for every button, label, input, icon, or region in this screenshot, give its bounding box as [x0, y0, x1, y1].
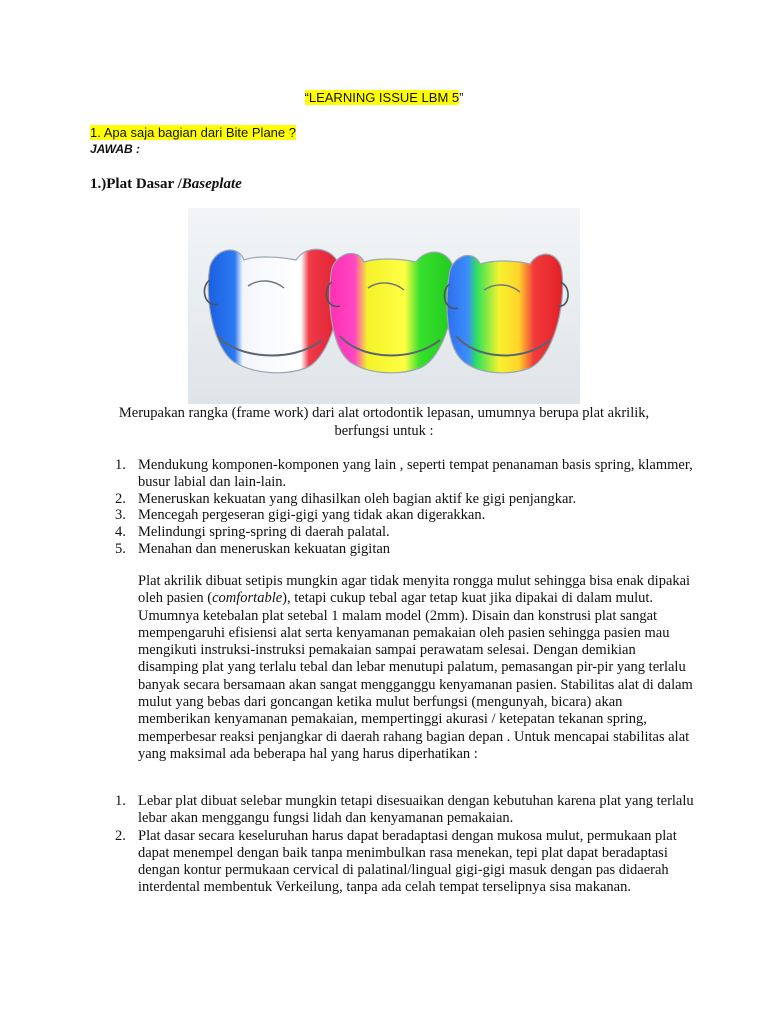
- list-item: 1. Lebar plat dibuat selebar mungkin tetapi disesuaikan dengan kebutuhan karena plat yang terlalu lebar akan menggangu fungsi lidah dan kenyamanan pemakaian.: [115, 793, 694, 827]
- intro-line-1: Merupakan rangka (frame work) dari alat ortodontik lepasan, umumnya berupa plat akrilik,: [118, 405, 650, 421]
- list-item: 4. Melindungi spring-spring di daerah palatal.: [115, 524, 390, 541]
- list-item: 2. Plat dasar secara keseluruhan harus dapat beradaptasi dengan mukosa mulut, permukaan plat dapat menempel dengan baik tanpa menimbulkan rasa menekan, tepi plat dapat beradaptasi dengan kontur permukaan cervical di palatinal/lingual gigi-gigi masuk dengan pas didaerah interdental membentuk Verkeilung, tanpa ada celah tempat terselipnya sisa makanan.: [115, 827, 677, 896]
- list-item: 1. Mendukung komponen-komponen yang lain , seperti tempat penanaman basis spring, klammer, busur labial dan lain-lain.: [115, 457, 693, 490]
- body-paragraph: Plat akrilik dibuat setipis mungkin agar tidak menyita rongga mulut sehingga bisa enak dipakai oleh pasien (comfortable), tetapi cukup tebal agar tetap kuat jika dipakai di dalam mulut. Umumnya ketebalan plat setebal 1 malam model (2mm). Disain dan konstrusi plat sangat mempengaruhi efisiensi alat serta kenyamanan pemakaian oleh pasien sehingga pasien mau mengikuti instruksi-instruksi pemakaian sampai perawatam selesai. Dengan demikian disamping plat yang terlalu tebal dan lebar menutupi palatum, pemasangan pir-pir yang terlalu banyak secara bersamaan akan sangat mengganggu kenyamanan pasien. Stabilitas alat di dalam mulut yang bebas dari goncangan ketika mulut berfungsi (mengunyah, bicara) akan memberikan kenyamanan pemakaian, mempertinggi akurasi / ketepatan tekanan spring, memperbesar reaksi penjangkar di daerah rahang bagian depan . Untuk mencapai stabilitas alat yang maksimal ada beberapa hal yang harus diperhatikan :: [138, 573, 693, 762]
- section-heading: 1.)Plat Dasar /Baseplate: [90, 176, 242, 192]
- requirement-list: [115, 793, 700, 897]
- question-heading: 1. Apa saja bagian dari Bite Plane ?: [90, 125, 296, 140]
- list-item: 2. Meneruskan kekuatan yang dihasilkan oleh bagian aktif ke gigi penjangkar.: [115, 490, 577, 507]
- answer-label: JAWAB :: [90, 142, 141, 156]
- document-title: “LEARNING ISSUE LBM 5”: [304, 90, 464, 105]
- baseplate-image: [188, 208, 580, 404]
- list-item: 5. Menahan dan meneruskan kekuatan gigitan: [115, 540, 391, 557]
- intro-paragraph: [90, 404, 678, 440]
- list-item: 3. Mencegah pergeseran gigi-gigi yang tidak akan digerakkan.: [115, 507, 486, 524]
- function-list: [115, 457, 700, 558]
- baseplate-photo: [188, 208, 580, 404]
- intro-line-2: berfungsi untuk :: [334, 423, 434, 439]
